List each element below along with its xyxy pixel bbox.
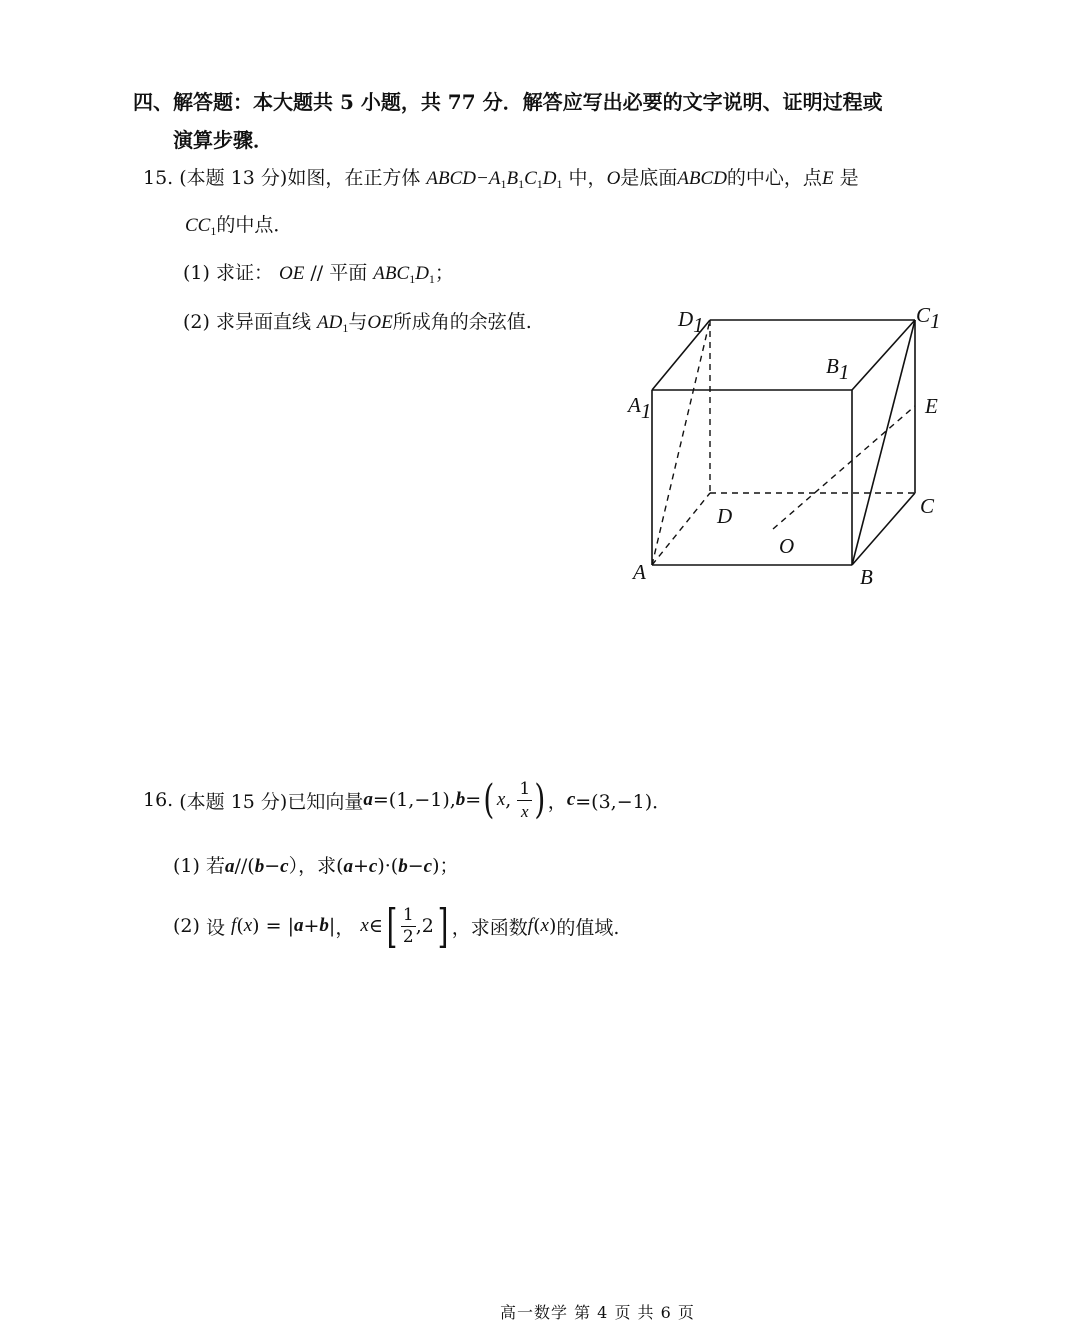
label-c: C <box>920 494 935 518</box>
q16-part1: (1) 若a//(b−c），求(a+c)·(b−c)； <box>173 855 459 877</box>
q15-part1-parallel: // 平面 <box>310 262 368 284</box>
page-footer: 高一数学 第 4 页 共 6 页 <box>500 1303 695 1322</box>
q15-part2-with: 与 <box>348 311 368 333</box>
section-heading-cont: 演算步骤． <box>173 128 273 152</box>
q16-points: (本题 15 分) <box>179 790 288 813</box>
q16-two: ,2 <box>415 915 434 937</box>
bracket-close: ] <box>437 899 449 953</box>
q15-part1 <box>183 258 454 287</box>
bracket-open: [ <box>386 899 398 953</box>
segment-oe-hidden <box>773 406 915 529</box>
q15-points: (本题 13 分) <box>179 167 288 189</box>
q16-x: x <box>496 789 506 810</box>
q15-part1-oe: OE <box>279 263 305 284</box>
q16-intro: 已知向量 <box>287 790 364 813</box>
cube-figure <box>610 290 970 600</box>
vector-c: c <box>566 789 576 810</box>
q15-part2-label: (2) <box>183 311 210 333</box>
q15-cube-name: $ABCD-A_1B_1C_1D_1$ <box>426 168 563 191</box>
fraction-one-over-x: $\frac{1}{x}$ <box>519 778 531 821</box>
q16-part2-end: 的值域. <box>556 916 620 939</box>
label-b: B <box>860 565 873 589</box>
q16-part2-in: ， <box>335 916 355 939</box>
paren-close: ) <box>534 777 546 823</box>
q15-part2-oe: OE <box>367 312 393 333</box>
label-d: D <box>717 504 733 528</box>
q15-is: 是 <box>839 167 859 189</box>
q16-c-def: =(3,−1)． <box>575 790 672 813</box>
q16-part1-end: )； <box>432 855 459 877</box>
q15-part2-ad1: $AD_1$ <box>317 312 349 335</box>
q15-part1-end: ； <box>434 262 454 284</box>
q16-comma: ， <box>547 790 567 813</box>
q16-part2-text: 设 <box>205 916 225 939</box>
q16-part1-mid: ），求( <box>288 855 344 877</box>
q15-mid: 中， <box>568 167 607 189</box>
label-e: E <box>925 394 938 418</box>
q15-is-center: 是底面 <box>620 167 678 189</box>
q15-e: E <box>821 168 834 189</box>
q16-stem: 16. (本题 15 分) 已知向量 a =(1,−1), b = ( x , $\frac{1}{x}$ ) ， c =(3,−1)． <box>143 777 672 823</box>
q16-a-def: =(1,−1), <box>372 789 456 811</box>
q15-o: O <box>606 168 621 189</box>
q16-part1-label: (1) <box>173 855 200 877</box>
q16-f: f <box>231 915 237 936</box>
q16-part2-elem: ∈ <box>368 915 383 937</box>
q15-part1-text: 求证： <box>215 262 273 284</box>
q15-stem <box>143 163 859 192</box>
vector-b: b <box>455 789 466 810</box>
q16-part2: (2) 设 f ( x ) = | a + b | ， x ∈ [ $\frac{1}{2}$ ,2 ] ，求函数 f ( x ) 的值域. <box>173 899 620 953</box>
section-heading: 四、解答题：本大题共 5 小题，共 77 分．解答应写出必要的文字说明、证明过程或 <box>133 90 883 114</box>
q16-b-def: = <box>465 789 482 811</box>
q15-stem-cont <box>185 210 292 239</box>
label-o: O <box>779 534 795 558</box>
fraction-one-half: $\frac{1}{2}$ <box>402 904 414 947</box>
q15-part1-label: (1) <box>183 262 210 284</box>
q15-intro: 如图，在正方体 <box>287 167 421 189</box>
q15-midpoint: 的中点． <box>216 214 293 236</box>
q16-part2-x: x <box>360 915 369 936</box>
label-a1: A1 <box>628 393 652 423</box>
label-a: A <box>633 560 646 584</box>
q16-number: 16. <box>143 789 174 811</box>
q16-part2-label: (2) <box>173 915 200 937</box>
q15-part2-end: 所成角的余弦值. <box>392 311 532 333</box>
vector-a: a <box>363 789 373 810</box>
q15-part2 <box>183 307 532 336</box>
q15-number: 15. <box>143 167 174 189</box>
label-b1: B1 <box>826 354 850 384</box>
q15-base: ABCD <box>677 168 727 189</box>
paren-open: ( <box>483 777 495 823</box>
q16-part1-par: //( <box>234 855 255 877</box>
label-c1: C1 <box>916 303 941 333</box>
q15-cc1: $CC_1$ <box>185 215 217 238</box>
q15-center-of: 的中心，点 <box>726 167 822 189</box>
q15-part1-plane: $ABC_1D_1$ <box>373 263 435 286</box>
q15-part2-text: 求异面直线 <box>215 311 311 333</box>
q16-part1-text: 若 <box>205 855 225 877</box>
q16-part2-tail: ，求函数 <box>451 916 528 939</box>
label-d1: D1 <box>678 307 704 337</box>
